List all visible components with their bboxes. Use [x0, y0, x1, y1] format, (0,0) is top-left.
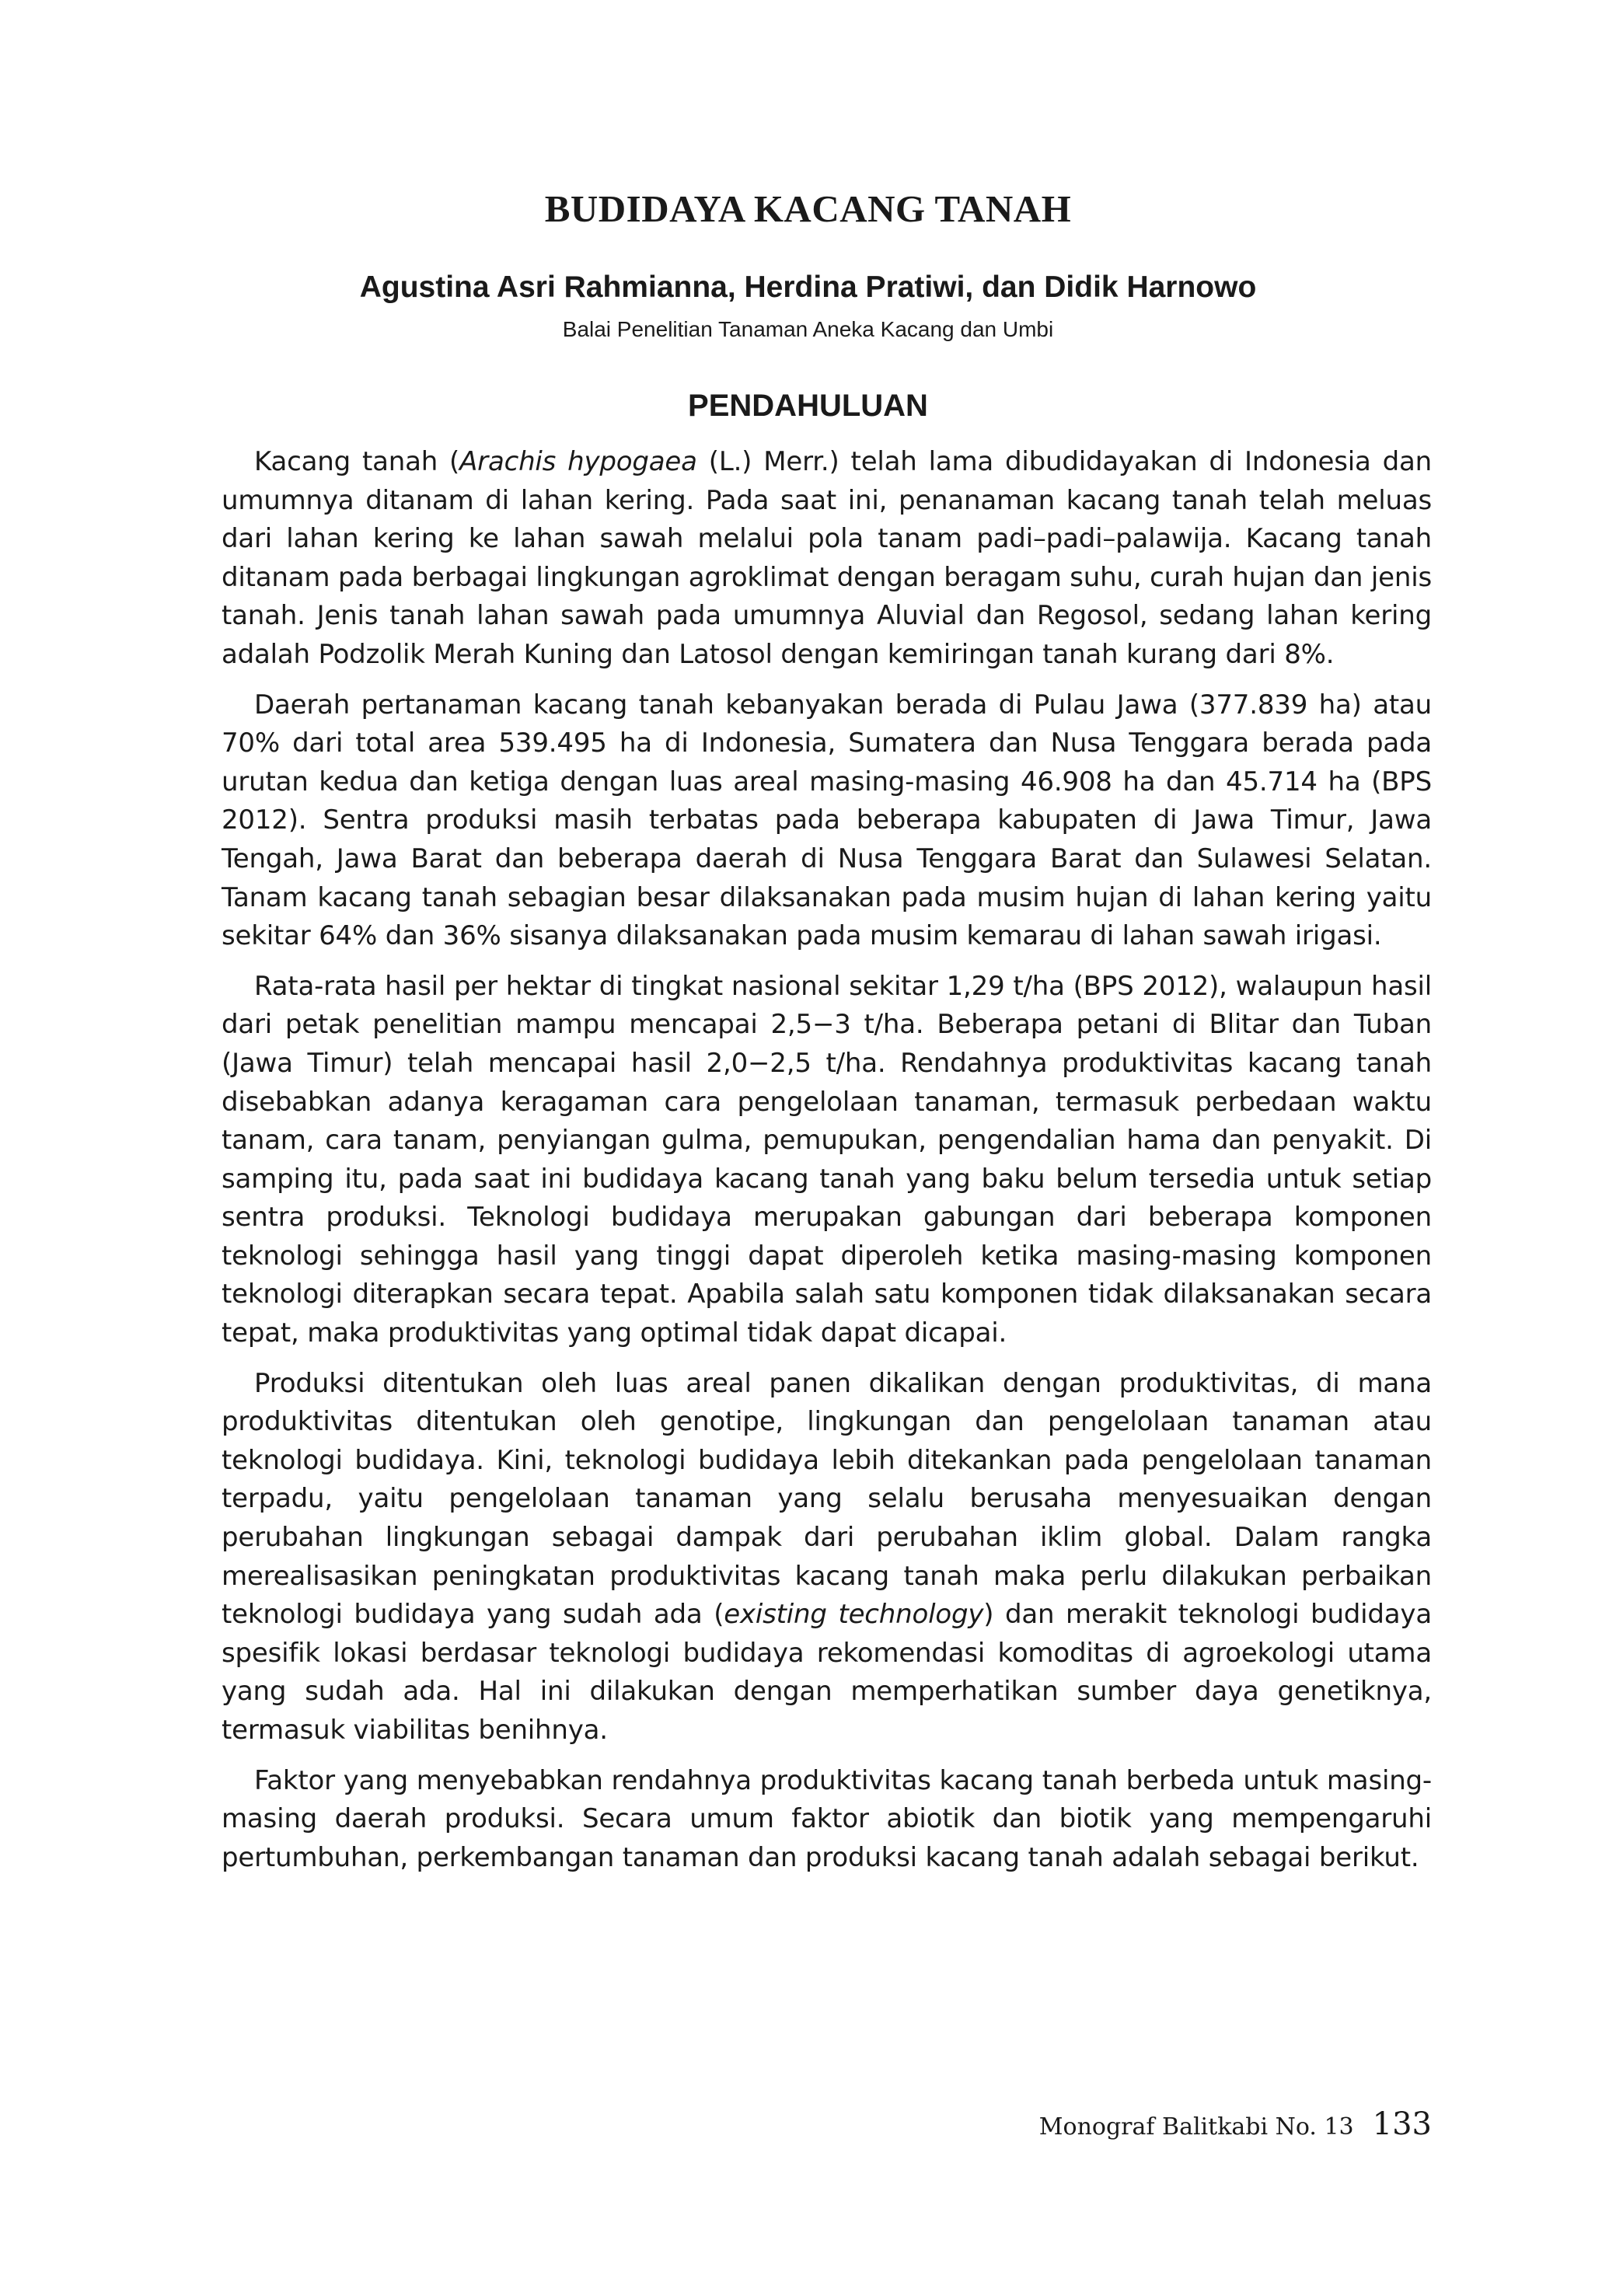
- paragraph-5: Faktor yang menyebabkan rendahnya produktivitas kacang tanah berbeda untuk masing-masing daerah produksi. Secara umum faktor abiotik dan biotik yang mempengaruhi pertumbuhan, perkembangan tanaman dan produksi kacang tanah adalah sebagai berikut.: [222, 1764, 1432, 1873]
- section-body: [222, 443, 1432, 1889]
- page-footer: [1039, 2106, 1432, 2142]
- paragraph-4-text-a: Produksi ditentukan oleh luas areal panen dikalikan dengan produktivitas, di mana produktivitas ditentukan oleh genotipe, lingkungan dan pengelolaan tanaman atau teknologi budidaya. Kini, teknologi budidaya lebih ditekankan pada pengelolaan tanaman terpadu, yaitu pengelolaan tanaman yang selalu berusaha menyesuaikan dengan perubahan lingkungan sebagai dampak dari perubahan iklim global. Dalam rangka merealisasikan peningkatan produktivitas kacang tanah maka perlu dilakukan perbaikan teknologi budidaya yang sudah ada (: [222, 1367, 1432, 1631]
- paragraph-3: Rata-rata hasil per hektar di tingkat nasional sekitar 1,29 t/ha (BPS 2012), walaupun hasil dari petak penelitian mampu mencapai 2,5−3 t/ha. Beberapa petani di Blitar dan Tuban (Jawa Timur) telah mencapai hasil 2,0−2,5 t/ha. Rendahnya produktivitas kacang tanah disebabkan adanya keragaman cara pengelolaan tanaman, termasuk perbedaan waktu tanam, cara tanam, penyiangan gulma, pemupukan, pengendalian hama dan penyakit. Di samping itu, pada saat ini budidaya kacang tanah yang baku belum tersedia untuk setiap sentra produksi. Teknologi budidaya merupakan gabungan dari beberapa komponen teknologi sehingga hasil yang tinggi dapat diperoleh ketika masing-masing komponen teknologi diterapkan secara tepat. Apabila salah satu komponen tidak dilaksanakan secara tepat, maka produktivitas yang optimal tidak dapat dicapai.: [222, 970, 1432, 1349]
- paragraph-4-text-b: ) dan merakit teknologi budidaya spesifik lokasi berdasar teknologi budidaya rekomendasi komoditas di agroekologi utama yang sudah ada. Hal ini dilakukan dengan memperhatikan sumber daya genetiknya, termasuk viabilitas benihnya.: [222, 1599, 1432, 1746]
- paragraph-4: [222, 1365, 1432, 1750]
- paragraph-1-species-name: Arachis hypogaea: [459, 446, 697, 477]
- article-title: BUDIDAYA KACANG TANAH: [544, 187, 1072, 230]
- section-heading: PENDAHULUAN: [688, 389, 928, 423]
- paragraph-4-italic-term: existing technology: [724, 1599, 984, 1631]
- paragraph-2: Daerah pertanaman kacang tanah kebanyakan berada di Pulau Jawa (377.839 ha) atau 70% dari total area 539.495 ha di Indonesia, Sumatera dan Nusa Tenggara berada pada urutan kedua dan ketiga dengan luas areal masing-masing 46.908 ha dan 45.714 ha (BPS 2012). Sentra produksi masih terbatas pada beberapa kabupaten di Jawa Timur, Jawa Tengah, Jawa Barat dan beberapa daerah di Nusa Tenggara Barat dan Sulawesi Selatan. Tanam kacang tanah sebagian besar dilaksanakan pada musim hujan di lahan kering yaitu sekitar 64% dan 36% sisanya dilaksanakan pada musim kemarau di lahan sawah irigasi.: [222, 689, 1432, 952]
- journal-name: Monograf Balitkabi No. 13: [1038, 2113, 1354, 2141]
- paragraph-1: [222, 443, 1432, 675]
- author-list: Agustina Asri Rahmianna, Herdina Pratiwi, dan Didik Harnowo: [359, 270, 1257, 304]
- page-number: 133: [1372, 2106, 1432, 2142]
- paragraph-1-text-b: (L.) Merr.) telah lama dibudidayakan di Indonesia dan umumnya ditanam di lahan kering. Pada saat ini, penanaman kacang tanah telah meluas dari lahan kering ke lahan sawah melalui pola tanam padi–padi–palawija. Kacang tanah ditanam pada berbagai lingkungan agroklimat dengan beragam suhu, curah hujan dan jenis tanah. Jenis tanah lahan sawah pada umumnya Aluvial dan Regosol, sedang lahan kering adalah Podzolik Merah Kuning dan Latosol dengan kemiringan tanah kurang dari 8%.: [222, 446, 1433, 670]
- paragraph-1-text-a: Kacang tanah (: [254, 446, 460, 477]
- author-affiliation: Balai Penelitian Tanaman Aneka Kacang dan Umbi: [562, 317, 1054, 341]
